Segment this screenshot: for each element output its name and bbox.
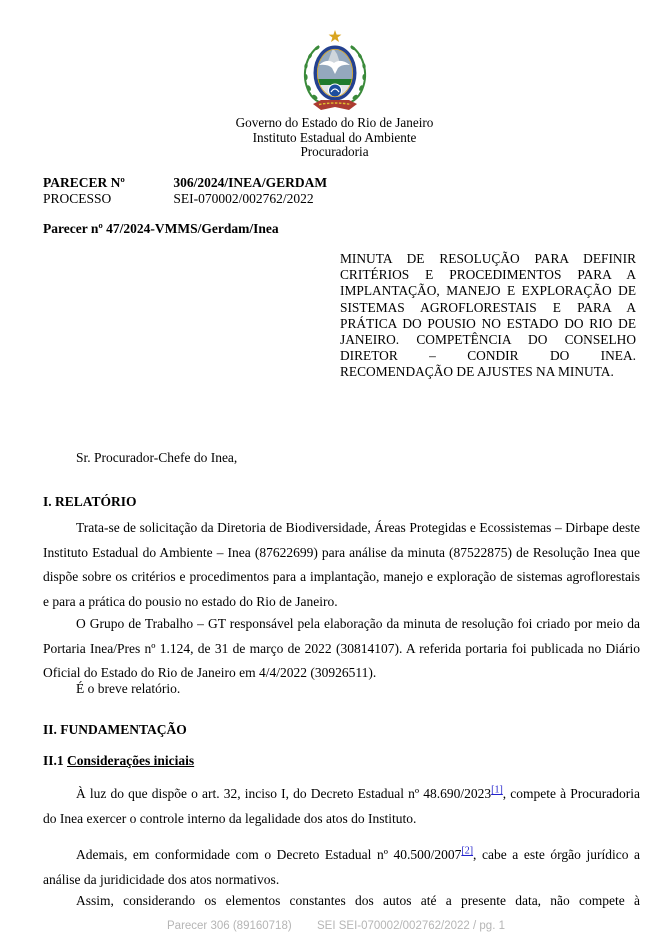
footnote-2-link[interactable]: [2] — [461, 845, 474, 857]
relatorio-paragraph-1: Trata-se de solicitação da Diretoria de Biodiversidade, Áreas Protegidas e Ecossistemas – Dirbape deste Instituto Estadual do Ambiente – Inea (87622699) para análise da minuta (87522875) de Resolução Inea que dispõe sobre os critérios e procedimentos para a implantação, manejo e exploração de sistemas agroflorestais e para a prática do pousio no estado do Rio de Janeiro. — [43, 520, 640, 609]
section-title-relatorio: I. RELATÓRIO — [43, 494, 137, 509]
crest-star-icon — [329, 30, 342, 42]
fundamentacao-paragraph-3: Assim, considerando os elementos constantes dos autos até a presente data, não compete à — [76, 893, 640, 908]
subsection-number: II.1 — [43, 753, 68, 768]
footer-document-label: Parecer 306 (89160718) — [167, 920, 292, 932]
fundamentacao-paragraph-2 — [43, 843, 640, 892]
paragraph-text: , compete à Procuradoria do Inea exercer o controle interno da legalidade dos atos do Instituto. — [43, 786, 640, 826]
relatorio-paragraph-2: O Grupo de Trabalho – GT responsável pela elaboração da minuta de resolução foi criado por meio da Portaria Inea/Pres nº 1.124, de 31 de março de 2022 (30814107). A referida portaria foi publicada no Diário Oficial do Estado do Rio de Janeiro em 4/4/2022 (30926511). — [43, 616, 640, 681]
org-line-government: Governo do Estado do Rio de Janeiro — [235, 115, 434, 130]
section-title-fundamentacao: II. FUNDAMENTAÇÃO — [43, 722, 187, 737]
rio-de-janeiro-coat-of-arms — [289, 28, 381, 118]
ementa-summary: MINUTA DE RESOLUÇÃO PARA DEFINIR CRITÉRIOS E PROCEDIMENTOS PARA A IMPLANTAÇÃO, MANEJO E EXPLORAÇÃO DE SISTEMAS AGROFLORESTAIS E PARA A PRÁTICA DO POUSIO NO ESTADO DO RIO DE JANEIRO. COMPETÊNCIA DO CONSELHO DIRETOR – CONDIR DO INEA. RECOMENDAÇÃO DE AJUSTES NA MINUTA. — [340, 251, 636, 380]
parecer-label: PARECER Nº — [43, 175, 125, 190]
footer-sei-page-label: SEI SEI-070002/002762/2022 / pg. 1 — [317, 920, 505, 932]
footnote-1-link[interactable]: [1] — [491, 784, 503, 796]
parecer-number: 306/2024/INEA/GERDAM — [173, 175, 328, 190]
coat-of-arms-icon — [289, 28, 381, 118]
footnote-superscript — [461, 846, 473, 857]
page-footer — [0, 920, 669, 938]
paragraph-text: À luz do que dispõe o art. 32, inciso I, do Decreto Estadual nº 48.690/2023 — [76, 786, 492, 801]
org-header — [0, 116, 669, 160]
document-meta — [43, 175, 327, 206]
subsection-label: Considerações iniciais — [67, 753, 195, 768]
processo-number: SEI-070002/002762/2022 — [173, 190, 314, 206]
org-line-institute: Instituto Estadual do Ambiente — [252, 129, 417, 145]
subsection-title-consideracoes — [43, 753, 194, 769]
relatorio-paragraph-3: É o breve relatório. — [76, 681, 181, 696]
paragraph-text: Ademais, em conformidade com o Decreto Estadual nº 40.500/2007 — [76, 847, 462, 862]
processo-label: PROCESSO — [43, 190, 112, 206]
paragraph-text: , cabe a este órgão jurídico a análise da juridicidade dos atos normativos. — [43, 847, 640, 887]
processo-row — [43, 191, 327, 207]
org-line-procuradoria: Procuradoria — [300, 144, 369, 160]
footnote-superscript — [491, 785, 503, 796]
crest-banner-icon — [313, 100, 357, 110]
fundamentacao-paragraph-1 — [43, 782, 640, 831]
parecer-row — [43, 175, 327, 191]
parecer-reference: Parecer nº 47/2024-VMMS/Gerdam/Inea — [43, 221, 279, 236]
salutation: Sr. Procurador-Chefe do Inea, — [76, 450, 238, 465]
